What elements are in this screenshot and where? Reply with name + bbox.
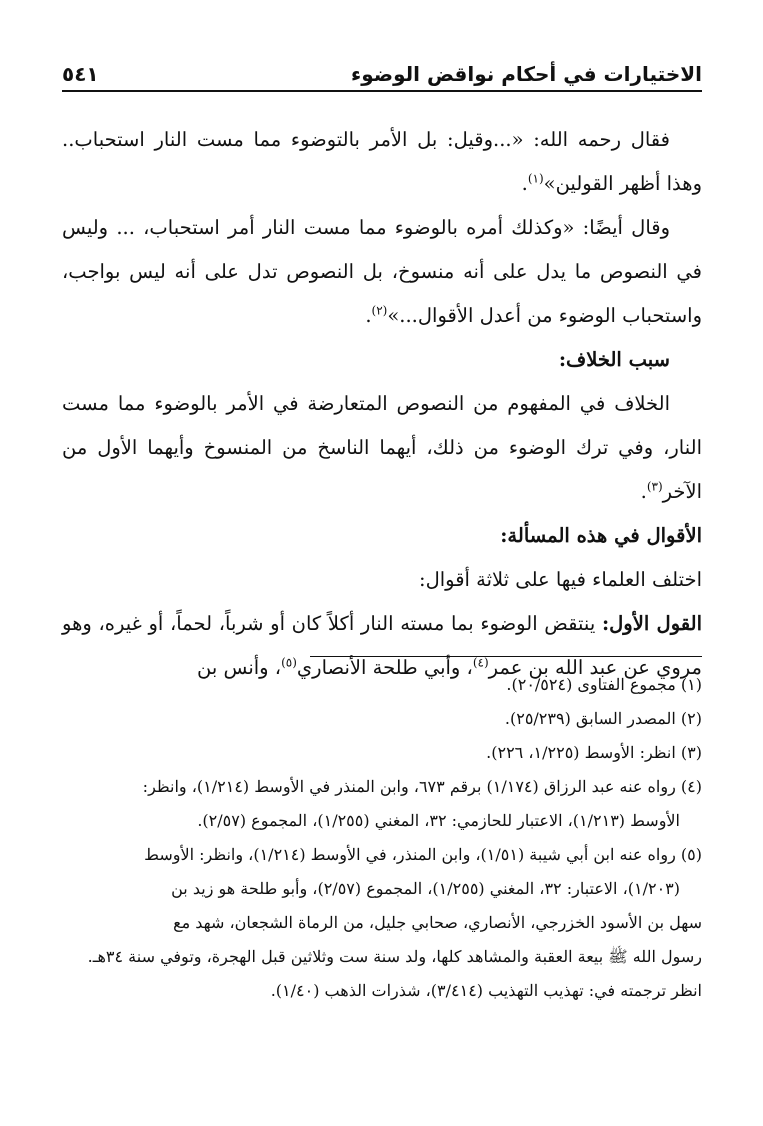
footnote-ref-4[interactable]: (٤) xyxy=(472,655,489,670)
footnote-5-line-3: سهل بن الأسود الخزرجي، الأنصاري، صحابي جليل، من الرماة الشجعان، شهد مع xyxy=(173,913,702,932)
paragraph-quote-1 xyxy=(62,118,702,206)
footnote-ref-2[interactable]: (٢) xyxy=(371,303,388,318)
footnote-5-line-4: رسول الله ﷺ بيعة العقبة والمشاهد كلها، ولد سنة ست وثلاثين قبل الهجرة، وتوفي سنة ٣٤هـ. xyxy=(87,947,702,966)
paragraph-intro: اختلف العلماء فيها على ثلاثة أقوال: xyxy=(419,568,702,591)
heading-cause-of-disagreement: سبب الخلاف: xyxy=(558,348,670,371)
heading-sayings: الأقوال في هذه المسألة: xyxy=(500,524,702,547)
first-saying-text-c: ، وأنس بن xyxy=(197,656,282,679)
quote-2-end: . xyxy=(365,304,372,327)
page-number: ٥٤١ xyxy=(62,62,99,86)
footnote-4-line-1: (٤) رواه عنه عبد الرزاق (١/١٧٤) برقم ٦٧٣، وابن المنذر في الأوسط (١/٢١٤)، وانظر: xyxy=(142,777,702,796)
first-saying-text-a: ينتقض الوضوء بما مسته النار أكلاً كان أو شرباً، لحماً، أو غيره، وهو مروي عن عبد الله بن عمر xyxy=(62,612,702,679)
quote-1-end: . xyxy=(521,172,528,195)
footnotes xyxy=(62,668,702,1008)
quote-1-text: فقال رحمه الله: «...وقيل: بل الأمر بالتوضوء مما مست النار استحباب.. وهذا أظهر القولين» xyxy=(62,128,702,195)
footnote-ref-1[interactable]: (١) xyxy=(527,171,544,186)
footnote-separator xyxy=(310,656,702,657)
quote-2-text: وقال أيضًا: «وكذلك أمره بالوضوء مما مست النار أمر استحباب، ... وليس في النصوص ما يدل على أنه منسوخ، بل النصوص تدل على أنه ليس بواجب، واستحباب الوضوء من أعدل الأقوال...» xyxy=(62,216,702,327)
footnote-ref-5[interactable]: (٥) xyxy=(281,655,297,670)
paragraph-quote-2 xyxy=(62,206,702,338)
running-header xyxy=(62,60,702,92)
main-text xyxy=(62,118,702,690)
footnote-4-line-2: الأوسط (١/٢١٣)، الاعتبار للحازمي: ٣٢، المغني (١/٢٥٥)، المجموع (٢/٥٧). xyxy=(197,811,680,830)
footnote-ref-3[interactable]: (٣) xyxy=(646,479,663,494)
cause-text: الخلاف في المفهوم من النصوص المتعارضة في الأمر بالوضوء مما مست النار، وفي ترك الوضوء من ذلك، أيهما الناسخ من المنسوخ وأيهما الأول من الآخر xyxy=(62,392,702,503)
first-saying-text-b: ، وأبي طلحة الأنصاري xyxy=(296,656,473,679)
first-saying-label: القول الأول: xyxy=(601,612,702,635)
paragraph-cause xyxy=(62,382,702,514)
footnote-1: (١) مجموع الفتاوى (٢٠/٥٢٤). xyxy=(506,675,702,694)
footnote-2: (٢) المصدر السابق (٢٥/٢٣٩). xyxy=(504,709,702,728)
footnote-3: (٣) انظر: الأوسط (١/٢٢٥، ٢٢٦). xyxy=(486,743,702,762)
cause-end: . xyxy=(640,480,647,503)
footnote-5-line-5: انظر ترجمته في: تهذيب التهذيب (٣/٤١٤)، شذرات الذهب (١/٤٠). xyxy=(270,981,702,1000)
footnote-5-line-2: (١/٢٠٣)، الاعتبار: ٣٢، المغني (١/٢٥٥)، المجموع (٢/٥٧)، وأبو طلحة هو زيد بن xyxy=(171,879,680,898)
footnote-5-line-1: (٥) رواه عنه ابن أبي شيبة (١/٥١)، وابن المنذر، في الأوسط (١/٢١٤)، وانظر: الأوسط xyxy=(144,845,702,864)
header-title: الاختيارات في أحكام نواقض الوضوء xyxy=(351,62,702,86)
